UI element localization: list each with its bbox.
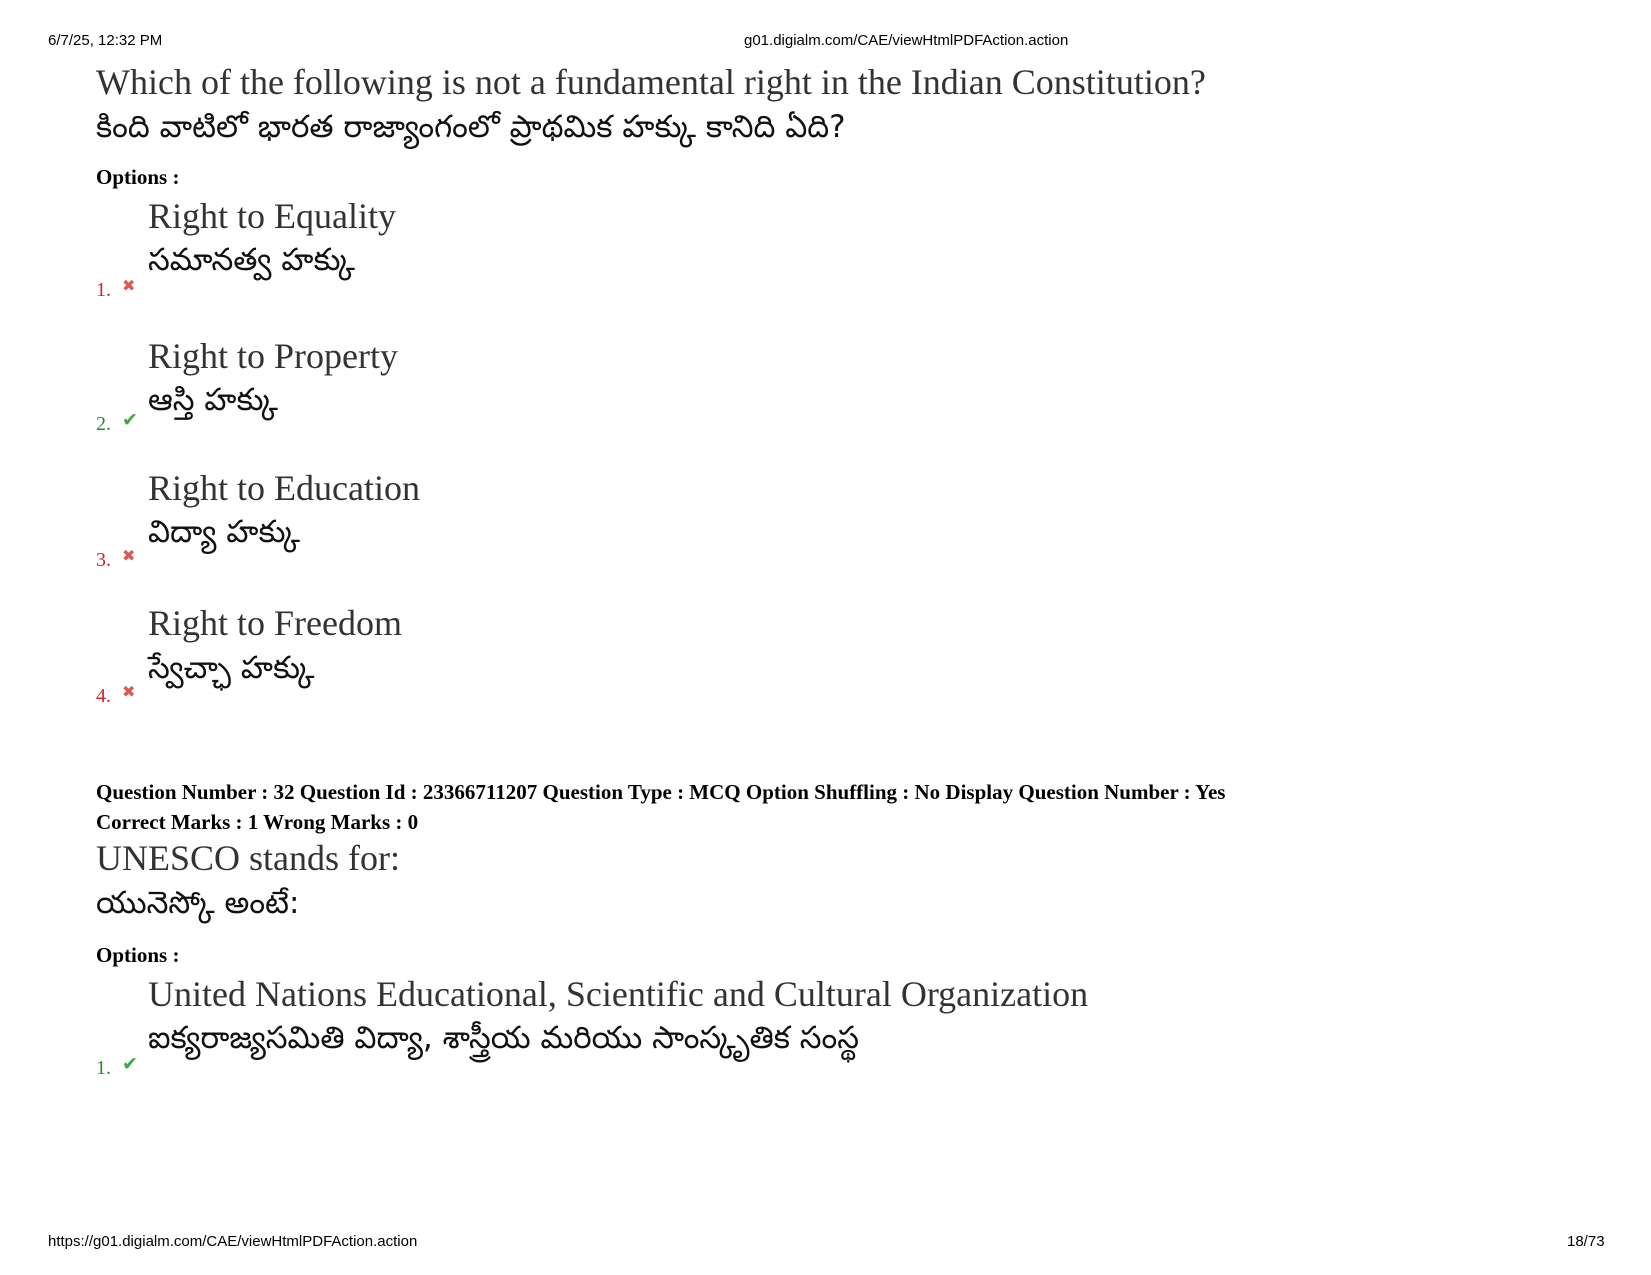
option-text-te: ఐక్యరాజ్యసమితి విద్యా, శాస్త్రీయ మరియు సాంస్కృతిక సంస్థ (148, 1020, 860, 1056)
option-number: 3. (96, 549, 111, 571)
cross-icon: ✖ (122, 276, 136, 295)
page-number: 18/73 (1567, 1233, 1605, 1250)
option-number: 1. (96, 279, 111, 301)
option-text-en: Right to Equality (148, 196, 396, 236)
option-text-en: Right to Property (148, 336, 398, 376)
option-text-en: Right to Freedom (148, 603, 402, 643)
options-label: Options : (96, 165, 180, 189)
print-footer-url: https://g01.digialm.com/CAE/viewHtmlPDFAction.action (48, 1233, 418, 1250)
question-meta: Question Number : 32 Question Id : 23366711207 Question Type : MCQ Option Shuffling : No Display Question Number : Yes (96, 780, 1226, 804)
options-label: Options : (96, 943, 180, 967)
option-text-te: ఆస్తి హక్కు (148, 382, 279, 418)
question-text-te: కింది వాటిలో భారత రాజ్యాంగంలో ప్రాథమిక హక్కు కానిది ఏది? (96, 109, 846, 145)
option-text-en: United Nations Educational, Scientific and Cultural Organization (148, 974, 1089, 1014)
option-text-en: Right to Education (148, 468, 420, 508)
question-text-en: UNESCO stands for: (96, 838, 400, 878)
option-number: 1. (96, 1057, 111, 1079)
option-text-te: సమానత్వ హక్కు (148, 242, 355, 278)
check-icon: ✔ (122, 409, 138, 431)
print-header-url: g01.digialm.com/CAE/viewHtmlPDFAction.action (744, 32, 1069, 49)
question-text-te: యునెస్కో అంటే: (96, 885, 300, 921)
question-text-en: Which of the following is not a fundamental right in the Indian Constitution? (96, 62, 1206, 102)
option-number: 2. (96, 413, 111, 435)
print-datetime: 6/7/25, 12:32 PM (48, 32, 163, 49)
cross-icon: ✖ (122, 682, 136, 701)
option-text-te: విద్యా హక్కు (148, 514, 300, 550)
marks-meta: Correct Marks : 1 Wrong Marks : 0 (96, 810, 419, 834)
option-number: 4. (96, 685, 111, 707)
cross-icon: ✖ (122, 546, 136, 565)
check-icon: ✔ (122, 1053, 138, 1075)
option-text-te: స్వేచ్ఛా హక్కు (148, 650, 315, 686)
